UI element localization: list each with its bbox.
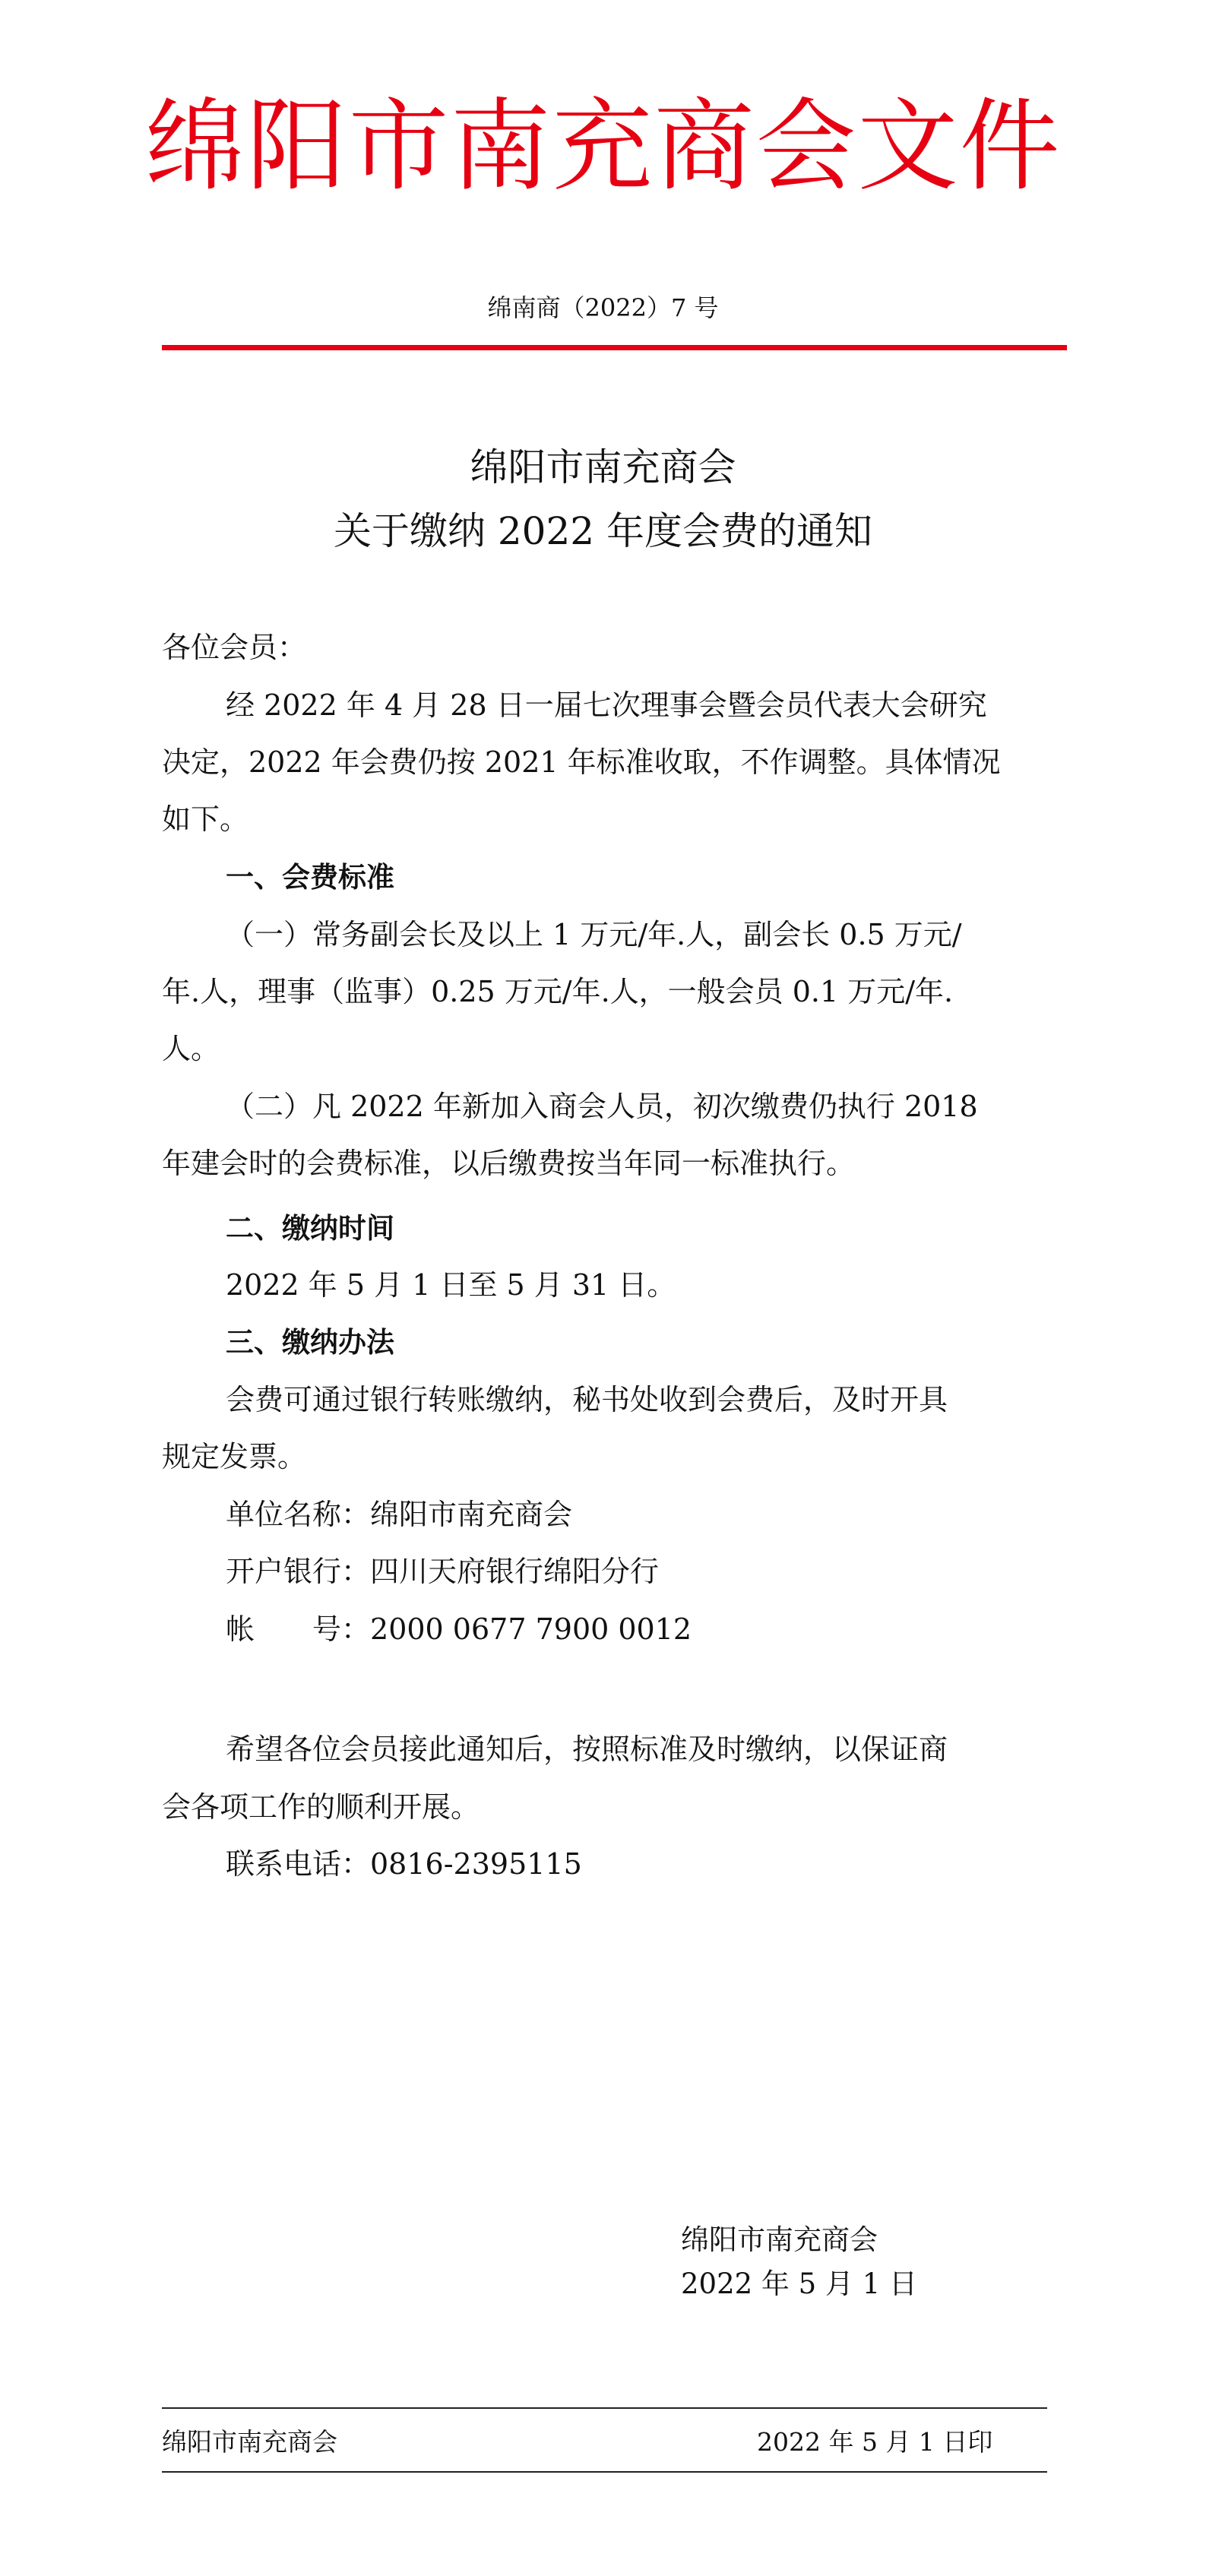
payment-period: 2022 年 5 月 1 日至 5 月 31 日。 bbox=[226, 1268, 676, 1302]
closing-line: 会各项工作的顺利开展。 bbox=[162, 1790, 480, 1824]
closing-line: 希望各位会员接此通知后，按照标准及时缴纳，以保证商 bbox=[226, 1733, 948, 1766]
contact-phone: 联系电话：0816-2395115 bbox=[226, 1847, 582, 1881]
section2-heading: 二、缴纳时间 bbox=[226, 1212, 394, 1245]
footer-top-rule bbox=[162, 2407, 1047, 2409]
intro-line: 决定，2022 年会费仍按 2021 年标准收取，不作调整。具体情况 bbox=[162, 745, 1001, 779]
intro-line: 经 2022 年 4 月 28 日一届七次理事会暨会员代表大会研究 bbox=[226, 688, 987, 722]
notice-title-line1: 绵阳市南充商会 bbox=[470, 445, 736, 489]
section1-item1-line: 年.人，理事（监事）0.25 万元/年.人，一般会员 0.1 万元/年. bbox=[162, 975, 954, 1008]
section1-heading: 一、会费标准 bbox=[226, 861, 394, 894]
account-number-label: 帐 号： bbox=[226, 1612, 371, 1646]
section1-item2-line: 年建会时的会费标准，以后缴费按当年同一标准执行。 bbox=[162, 1147, 856, 1180]
footer-org: 绵阳市南充商会 bbox=[162, 2427, 337, 2457]
bank-name: 开户银行：四川天府银行绵阳分行 bbox=[226, 1555, 660, 1588]
section3-text-line: 会费可通过银行转账缴纳，秘书处收到会费后，及时开具 bbox=[226, 1383, 948, 1416]
notice-title-line2: 关于缴纳 2022 年度会费的通知 bbox=[333, 509, 873, 553]
intro-line: 如下。 bbox=[162, 802, 249, 836]
section1-item2-line: （二）凡 2022 年新加入商会人员，初次缴费仍执行 2018 bbox=[226, 1090, 978, 1123]
section1-item1-line: 人。 bbox=[162, 1032, 220, 1065]
document-number: 绵南商（2022）7 号 bbox=[487, 293, 719, 322]
signature-date: 2022 年 5 月 1 日 bbox=[681, 2267, 918, 2300]
footer-print-date: 2022 年 5 月 1 日印 bbox=[757, 2427, 993, 2457]
account-number-row bbox=[226, 1601, 692, 1658]
footer-bottom-rule bbox=[162, 2471, 1047, 2473]
section3-text-line: 规定发票。 bbox=[162, 1440, 307, 1473]
account-name: 单位名称：绵阳市南充商会 bbox=[226, 1498, 573, 1531]
header-red-divider bbox=[162, 345, 1067, 350]
document-header-title: 绵阳市南充商会文件 bbox=[144, 88, 1062, 205]
signature-org: 绵阳市南充商会 bbox=[681, 2223, 878, 2256]
section1-item1-line: （一）常务副会长及以上 1 万元/年.人，副会长 0.5 万元/ bbox=[226, 918, 962, 951]
account-number: 2000 0677 7900 0012 bbox=[370, 1612, 692, 1646]
section3-heading: 三、缴纳办法 bbox=[226, 1326, 394, 1359]
salutation: 各位会员： bbox=[162, 631, 307, 664]
